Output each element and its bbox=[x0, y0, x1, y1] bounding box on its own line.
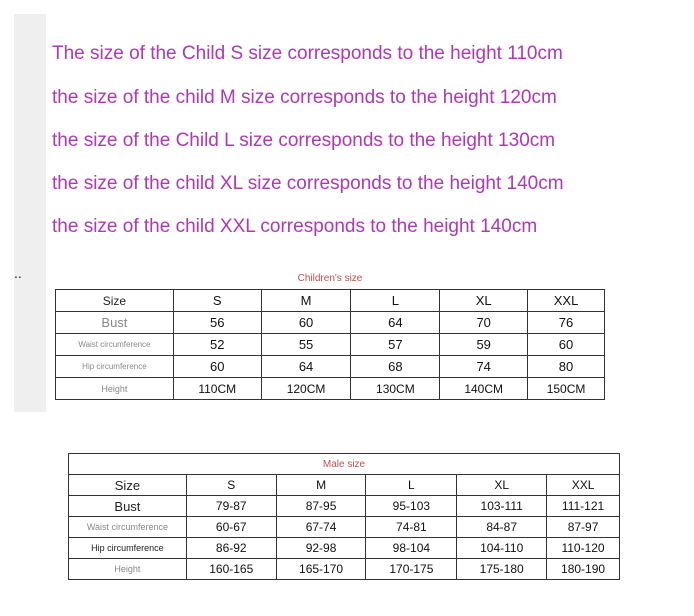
table-header-row bbox=[56, 290, 605, 312]
table-cell: 56 bbox=[173, 312, 261, 334]
size-line-child-m: the size of the child M size corresponds to the height 120cm bbox=[52, 87, 557, 108]
row-label-hip: Hip circumference bbox=[69, 538, 187, 559]
table-cell: 79-87 bbox=[186, 496, 276, 517]
header-cell-s: S bbox=[186, 475, 276, 496]
children-table-caption: Children's size bbox=[56, 268, 605, 290]
size-line-child-l: the size of the Child L size corresponds to the height 130cm bbox=[52, 130, 556, 151]
male-table-caption: Male size bbox=[69, 454, 620, 475]
table-cell: 140CM bbox=[440, 378, 528, 400]
table-row bbox=[69, 559, 620, 580]
table-row bbox=[56, 378, 605, 400]
table-cell: 87-95 bbox=[276, 496, 366, 517]
table-cell: 80 bbox=[528, 356, 605, 378]
table-cell: 59 bbox=[440, 334, 528, 356]
row-label-waist: Waist circumference bbox=[56, 334, 174, 356]
row-label-hip: Hip circumference bbox=[56, 356, 174, 378]
table-cell: 160-165 bbox=[186, 559, 276, 580]
table-header-row bbox=[69, 475, 620, 496]
table-cell: 111-121 bbox=[547, 496, 620, 517]
table-cell: 74 bbox=[440, 356, 528, 378]
row-label-height: Height bbox=[69, 559, 187, 580]
table-cell: 130CM bbox=[351, 378, 440, 400]
header-cell-xxl: XXL bbox=[547, 475, 620, 496]
table-cell: 67-74 bbox=[276, 517, 366, 538]
table-cell: 110-120 bbox=[547, 538, 620, 559]
table-cell: 170-175 bbox=[366, 559, 457, 580]
table-row bbox=[56, 334, 605, 356]
table-cell: 165-170 bbox=[276, 559, 366, 580]
table-row bbox=[56, 356, 605, 378]
male-size-table bbox=[68, 453, 620, 580]
table-cell: 60 bbox=[528, 334, 605, 356]
table-cell: 76 bbox=[528, 312, 605, 334]
table-caption-row bbox=[56, 268, 605, 290]
row-label-bust: Bust bbox=[69, 496, 187, 517]
header-cell-xxl: XXL bbox=[528, 290, 605, 312]
table-cell: 103-111 bbox=[457, 496, 547, 517]
header-cell-size: Size bbox=[69, 475, 187, 496]
size-line-child-xl: the size of the child XL size corresponds to the height 140cm bbox=[52, 173, 564, 194]
table-row bbox=[69, 538, 620, 559]
table-cell: 64 bbox=[261, 356, 351, 378]
header-cell-xl: XL bbox=[457, 475, 547, 496]
table-cell: 74-81 bbox=[366, 517, 457, 538]
table-cell: 68 bbox=[351, 356, 440, 378]
table-cell: 98-104 bbox=[366, 538, 457, 559]
header-cell-l: L bbox=[366, 475, 457, 496]
table-cell: 180-190 bbox=[547, 559, 620, 580]
table-row bbox=[69, 496, 620, 517]
table-cell: 64 bbox=[351, 312, 440, 334]
header-cell-l: L bbox=[351, 290, 440, 312]
table-cell: 55 bbox=[261, 334, 351, 356]
children-size-table bbox=[55, 268, 605, 400]
header-cell-xl: XL bbox=[440, 290, 528, 312]
header-cell-s: S bbox=[173, 290, 261, 312]
size-line-child-xxl: the size of the child XXL corresponds to the height 140cm bbox=[52, 216, 538, 237]
table-cell: 60-67 bbox=[186, 517, 276, 538]
table-cell: 175-180 bbox=[457, 559, 547, 580]
dots-marker: .. bbox=[14, 265, 22, 281]
row-label-height: Height bbox=[56, 378, 174, 400]
table-cell: 60 bbox=[261, 312, 351, 334]
table-cell: 60 bbox=[173, 356, 261, 378]
table-cell: 86-92 bbox=[186, 538, 276, 559]
table-row bbox=[56, 312, 605, 334]
table-cell: 87-97 bbox=[547, 517, 620, 538]
header-cell-m: M bbox=[261, 290, 351, 312]
table-row bbox=[69, 517, 620, 538]
header-cell-size: Size bbox=[56, 290, 174, 312]
left-margin-strip bbox=[14, 14, 46, 412]
table-cell: 104-110 bbox=[457, 538, 547, 559]
table-cell: 92-98 bbox=[276, 538, 366, 559]
table-cell: 52 bbox=[173, 334, 261, 356]
row-label-bust: Bust bbox=[56, 312, 174, 334]
table-cell: 120CM bbox=[261, 378, 351, 400]
size-line-child-s: The size of the Child S size corresponds to the height 110cm bbox=[52, 43, 563, 64]
table-cell: 57 bbox=[351, 334, 440, 356]
table-cell: 150CM bbox=[528, 378, 605, 400]
table-caption-row bbox=[69, 454, 620, 475]
table-cell: 84-87 bbox=[457, 517, 547, 538]
table-cell: 70 bbox=[440, 312, 528, 334]
header-cell-m: M bbox=[276, 475, 366, 496]
table-cell: 95-103 bbox=[366, 496, 457, 517]
table-cell: 110CM bbox=[173, 378, 261, 400]
row-label-waist: Waist circumference bbox=[69, 517, 187, 538]
